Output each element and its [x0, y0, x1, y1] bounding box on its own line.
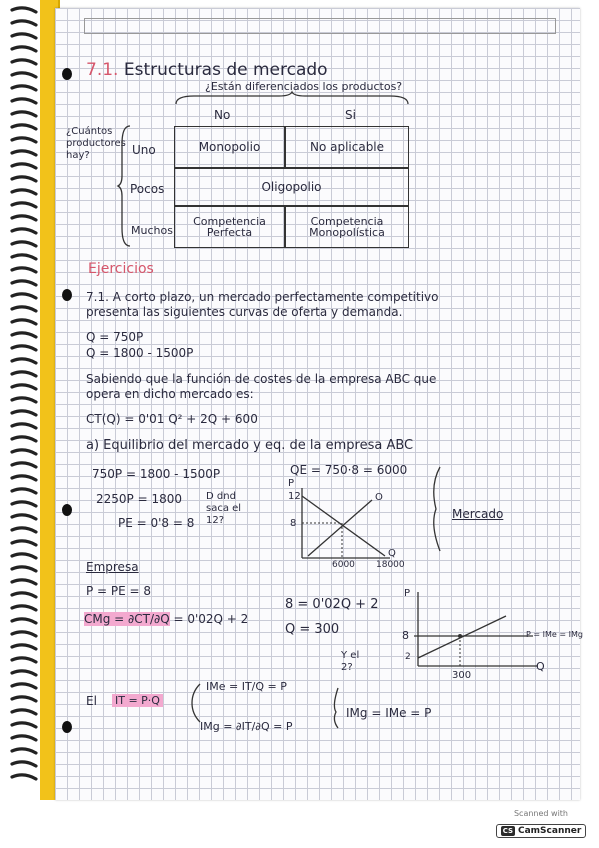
ime-formula: IMe = IT/Q = P — [206, 680, 287, 693]
graph2-line-label: P = IMe = IMg — [526, 630, 583, 639]
spiral-ring — [12, 489, 36, 493]
spiral-ring — [12, 125, 36, 129]
spiral-ring — [12, 333, 36, 337]
spiral-ring — [12, 255, 36, 259]
spiral-ring — [12, 619, 36, 623]
spiral-ring — [12, 294, 36, 298]
spiral-ring — [12, 775, 36, 779]
scanner-caption: Scanned with — [513, 809, 569, 818]
equation-eight: 8 = 0'02Q + 2 — [285, 597, 379, 612]
cmg-result: = 0'02Q + 2 — [173, 612, 249, 626]
exercise-line-2: presenta las siguientes curvas de oferta y demanda. — [86, 305, 403, 319]
spiral-ring — [12, 268, 36, 272]
graph2-x300: 300 — [452, 670, 472, 681]
exercise-line-1: 7.1. A corto plazo, un mercado perfectamente competitivo — [86, 290, 439, 304]
exercise-line-4: opera en dicho mercado es: — [86, 387, 254, 401]
spiral-ring — [12, 697, 36, 701]
section-number: 7.1. — [86, 60, 119, 80]
spiral-ring — [12, 359, 36, 363]
spiral-ring — [12, 723, 36, 727]
spiral-ring — [12, 203, 36, 207]
col-no-label: No — [214, 108, 231, 122]
mercado-bracket — [428, 465, 448, 555]
spiral-ring — [12, 632, 36, 636]
spiral-ring — [12, 684, 36, 688]
spiral-ring — [12, 164, 36, 168]
ejercicios-heading: Ejercicios — [88, 261, 154, 277]
spiral-ring — [12, 216, 36, 220]
spiral-binding — [8, 4, 38, 794]
spiral-ring — [12, 541, 36, 545]
column-brace — [174, 92, 410, 106]
equilibrium-point — [458, 634, 462, 638]
graph1-supply-label: O — [375, 492, 383, 503]
demand-curve — [302, 496, 385, 556]
graph2-y2: 2 — [405, 652, 411, 662]
graph1-x18000: 18000 — [376, 560, 405, 570]
spiral-ring — [12, 307, 36, 311]
punch-hole — [62, 68, 72, 80]
cost-function: CT(Q) = 0'01 Q² + 2Q + 600 — [86, 412, 258, 426]
spiral-ring — [12, 8, 36, 12]
spiral-ring — [12, 229, 36, 233]
img-formula: IMg = ∂IT/∂Q = P — [200, 720, 293, 733]
spiral-ring — [12, 21, 36, 25]
graph1-y8: 8 — [290, 518, 297, 529]
spiral-rings — [8, 4, 38, 794]
spiral-ring — [12, 398, 36, 402]
spiral-ring — [12, 450, 36, 454]
scanner-watermark — [492, 809, 590, 845]
spiral-ring — [12, 710, 36, 714]
spiral-ring — [12, 34, 36, 38]
spiral-ring — [12, 580, 36, 584]
spiral-ring — [12, 346, 36, 350]
spiral-ring — [12, 593, 36, 597]
supply-curve — [308, 500, 372, 556]
img-bracket — [330, 686, 342, 730]
spiral-ring — [12, 463, 36, 467]
spiral-ring — [12, 385, 36, 389]
section-title-text: Estructuras de mercado — [123, 60, 328, 80]
graph1-x6000: 6000 — [332, 560, 355, 570]
quantity-equilibrium: QE = 750·8 = 6000 — [290, 463, 408, 477]
graph2-y8: 8 — [402, 629, 409, 642]
question-note: Y el 2? — [341, 650, 360, 673]
supply-equation: Q = 750P — [86, 330, 144, 344]
spiral-ring — [12, 671, 36, 675]
cmg-highlight: CMg = ∂CT/∂Q — [84, 612, 170, 626]
spiral-ring — [12, 749, 36, 753]
quantity-300: Q = 300 — [285, 622, 340, 637]
spiral-ring — [12, 476, 36, 480]
cell-no-aplicable: No aplicable — [285, 126, 409, 168]
it-brace — [188, 682, 202, 724]
cell-oligopolio: Oligopolio — [174, 168, 409, 206]
spiral-ring — [12, 177, 36, 181]
spiral-ring — [12, 528, 36, 532]
spiral-ring — [12, 320, 36, 324]
col-si-label: Si — [345, 108, 356, 122]
scanner-logo — [496, 824, 587, 838]
spiral-ring — [12, 411, 36, 415]
spiral-ring — [12, 99, 36, 103]
spiral-ring — [12, 515, 36, 519]
scanner-badge: CS — [502, 827, 513, 835]
row-muchos-label: Muchos — [131, 224, 173, 237]
el-label: El — [86, 694, 97, 708]
cmg-formula — [84, 612, 248, 626]
spiral-ring — [12, 242, 36, 246]
spiral-ring — [12, 60, 36, 64]
margin-note: D dnd saca el 12? — [206, 491, 242, 526]
demand-equation: Q = 1800 - 1500P — [86, 346, 194, 360]
punch-hole — [62, 289, 72, 301]
price-equals: P = PE = 8 — [86, 584, 152, 598]
spiral-ring — [12, 658, 36, 662]
graph1-p-label: P — [288, 478, 295, 489]
spiral-ring — [12, 86, 36, 90]
graph1-q-label: Q — [388, 548, 396, 559]
cell-monopolio: Monopolio — [174, 126, 285, 168]
spiral-ring — [12, 502, 36, 506]
spiral-ring — [12, 372, 36, 376]
empresa-heading: Empresa — [86, 560, 139, 574]
spiral-ring — [12, 554, 36, 558]
row-uno-label: Uno — [132, 143, 156, 157]
spiral-ring — [12, 73, 36, 77]
graph1-y12: 12 — [288, 491, 301, 502]
spiral-ring — [12, 151, 36, 155]
spiral-ring — [12, 437, 36, 441]
img-equals-ime: IMg = IMe = P — [346, 706, 432, 720]
work-line-3: PE = 0'8 = 8 — [118, 516, 195, 530]
mercado-label: Mercado — [452, 507, 504, 521]
spiral-ring — [12, 736, 36, 740]
scanner-brand: CamScanner — [518, 826, 582, 836]
spiral-ring — [12, 190, 36, 194]
cell-competencia-perfecta: Competencia Perfecta — [174, 206, 285, 248]
spiral-ring — [12, 567, 36, 571]
graph2-q-label: Q — [536, 660, 545, 673]
spiral-ring — [12, 762, 36, 766]
cmg-curve — [418, 616, 506, 658]
part-a-heading: a) Equilibrio del mercado y eq. de la empresa ABC — [86, 438, 414, 453]
graph2-p-label: P — [404, 588, 411, 599]
spiral-ring — [12, 645, 36, 649]
row-pocos-label: Pocos — [130, 182, 165, 196]
spiral-ring — [12, 606, 36, 610]
punch-hole — [62, 721, 72, 733]
spiral-ring — [12, 424, 36, 428]
cell-competencia-monopolistica: Competencia Monopolística — [285, 206, 409, 248]
section-title — [86, 60, 328, 80]
spiral-ring — [12, 138, 36, 142]
spiral-ring — [12, 112, 36, 116]
exercise-line-3: Sabiendo que la función de costes de la empresa ABC que — [86, 372, 437, 386]
spiral-ring — [12, 281, 36, 285]
work-line-1: 750P = 1800 - 1500P — [92, 467, 221, 481]
row-question: ¿Cuántos productores hay? — [66, 126, 126, 161]
header-box — [84, 18, 556, 34]
it-highlight: IT = P·Q — [112, 694, 163, 707]
column-question: ¿Están diferenciados los productos? — [205, 80, 403, 93]
spiral-ring — [12, 47, 36, 51]
work-line-2: 2250P = 1800 — [96, 492, 182, 506]
punch-hole — [62, 504, 72, 516]
